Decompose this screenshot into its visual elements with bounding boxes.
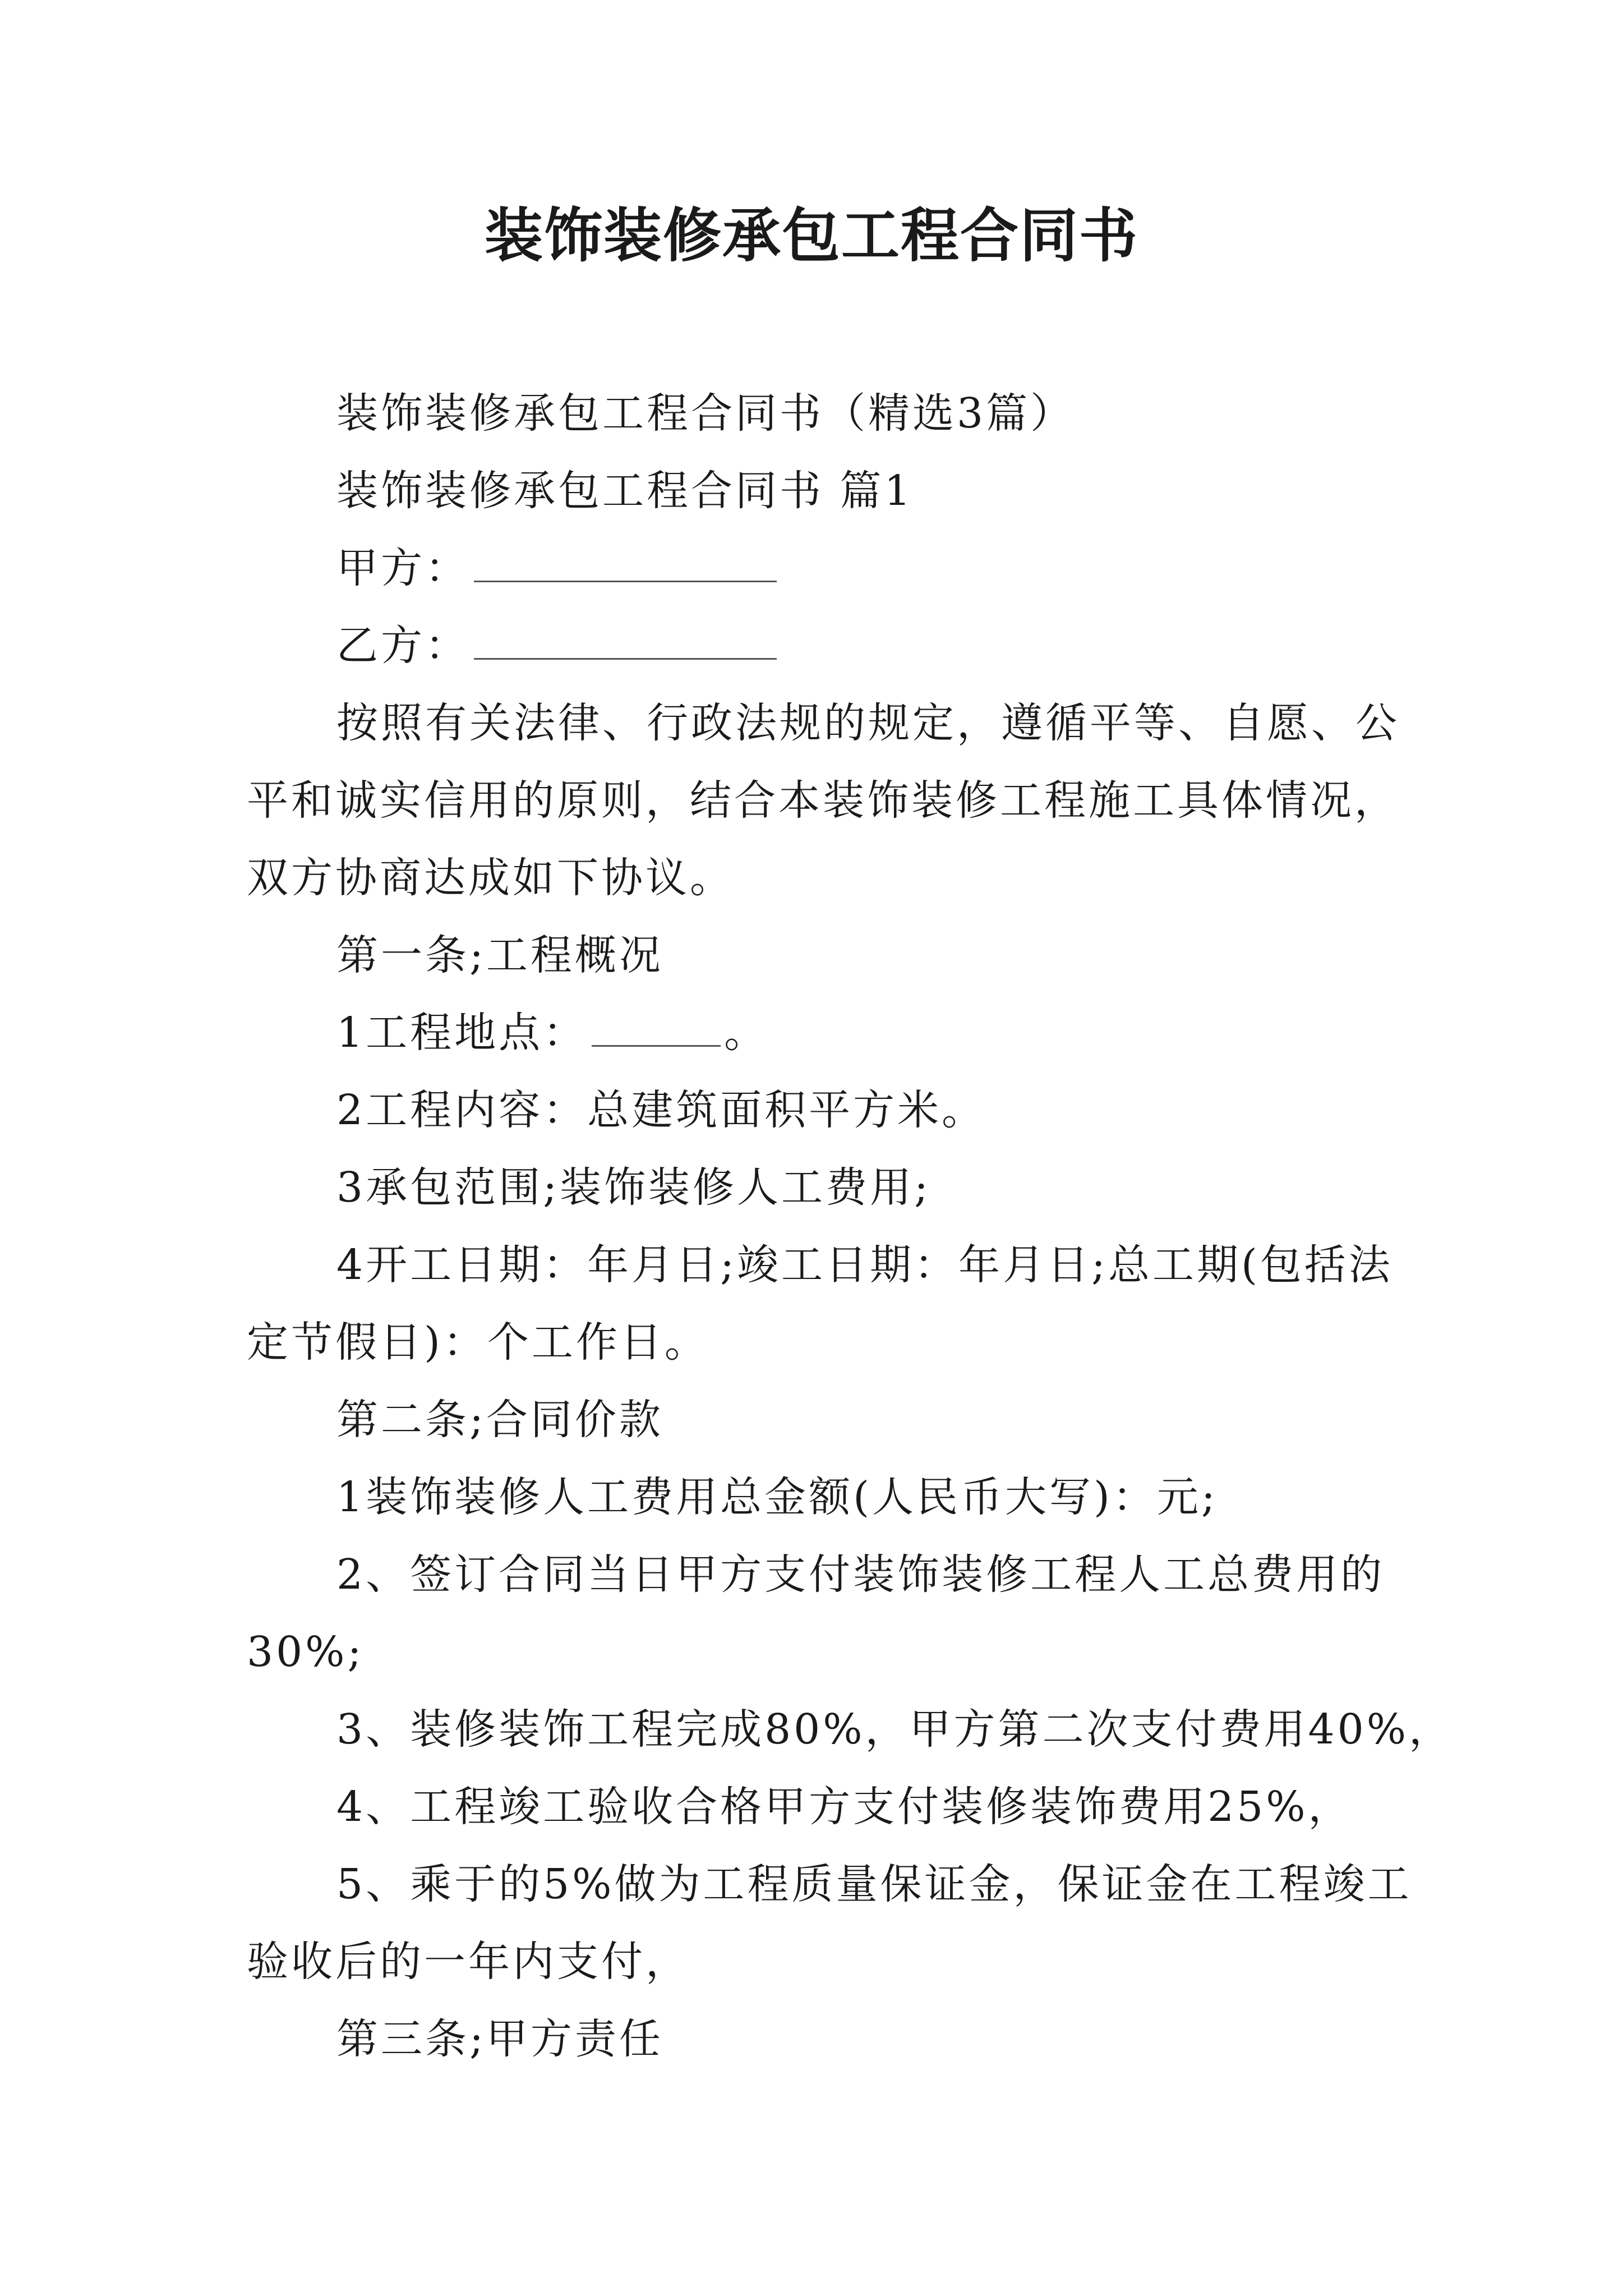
article2-item3: 3、装修装饰工程完成80%，甲方第二次支付费用40%， xyxy=(336,1705,1454,1754)
article1-item1-prefix: 1工程地点： xyxy=(336,1009,588,1057)
article1-item1-suffix: 。 xyxy=(724,1009,769,1057)
article1-item4-line1: 4开工日期：年月日;竣工日期：年月日;总工期(包括法 xyxy=(336,1241,1393,1289)
intro-line-2: 平和诚实信用的原则，结合本装饰装修工程施工具体情况， xyxy=(247,776,1399,825)
party-a-label: 甲方： xyxy=(336,544,469,592)
intro-line-1: 按照有关法律、行政法规的规定，遵循平等、自愿、公 xyxy=(336,699,1400,747)
article2-item5-line2: 验收后的一年内支付， xyxy=(247,1938,690,1986)
party-b-row xyxy=(336,622,777,670)
article1-heading: 第一条;工程概况 xyxy=(336,931,663,979)
article2-item4: 4、工程竣工验收合格甲方支付装修装饰费用25%， xyxy=(336,1783,1353,1831)
article1-item3: 3承包范围;装饰装修人工费用; xyxy=(336,1163,931,1212)
article1-item2: 2工程内容：总建筑面积平方米。 xyxy=(336,1086,986,1134)
section-heading: 装饰装修承包工程合同书 篇1 xyxy=(336,467,914,515)
party-a-row xyxy=(336,544,777,592)
party-b-label: 乙方： xyxy=(336,622,469,670)
article3-heading: 第三条;甲方责任 xyxy=(336,2015,663,2063)
article2-item5-line1: 5、乘于的5%做为工程质量保证金，保证金在工程竣工 xyxy=(336,1860,1412,1908)
article2-heading: 第二条;合同价款 xyxy=(336,1396,663,1444)
party-b-blank xyxy=(474,637,777,660)
party-a-blank xyxy=(474,560,777,582)
article1-item1 xyxy=(336,1009,769,1057)
article1-item4-line2: 定节假日)：个工作日。 xyxy=(247,1318,709,1366)
intro-line-3: 双方协商达成如下协议。 xyxy=(247,854,734,902)
document-title: 装饰装修承包工程合同书 xyxy=(484,201,1138,270)
subtitle: 装饰装修承包工程合同书（精选3篇） xyxy=(336,389,1075,438)
article2-item2-line1: 2、签订合同当日甲方支付装饰装修工程人工总费用的 xyxy=(336,1550,1385,1599)
article2-item1: 1装饰装修人工费用总金额(人民币大写)：元; xyxy=(336,1473,1218,1521)
location-blank xyxy=(592,1024,721,1047)
article2-item2-line2: 30%; xyxy=(247,1628,365,1676)
